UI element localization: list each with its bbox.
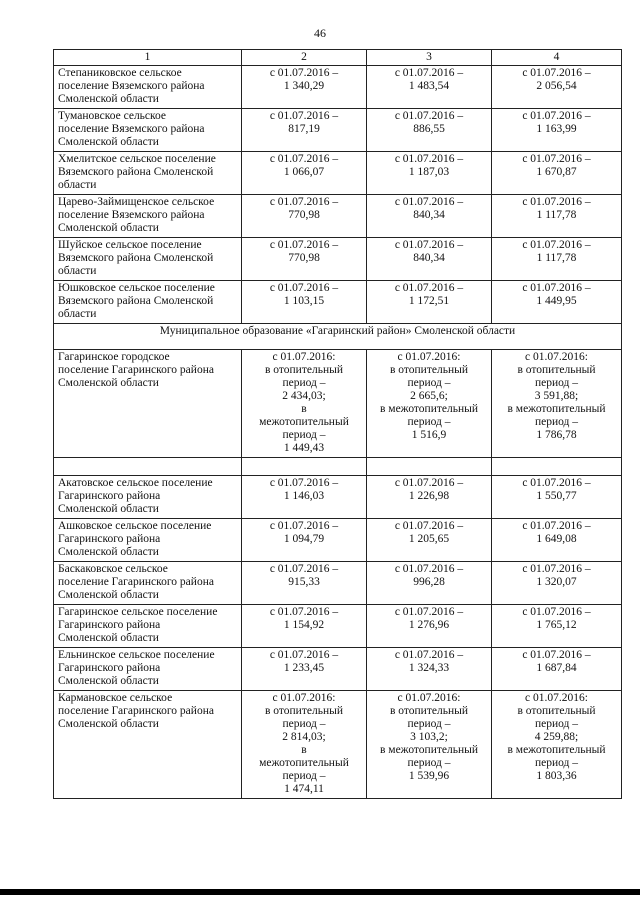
gagarin-rural-rows	[54, 476, 622, 691]
tariff-line: период –	[534, 416, 579, 428]
blank-cell	[242, 458, 367, 476]
settlement-name-line: Вяземского района Смоленской	[58, 252, 214, 264]
tariff-line: с 01.07.2016:	[525, 692, 588, 704]
tariff-line: 1 449,95	[536, 295, 577, 307]
tariff-cell-col2	[242, 195, 367, 238]
settlement-name-line: области	[58, 179, 97, 191]
tariff-line: 1 474,11	[284, 783, 324, 795]
tariff-line: период –	[407, 377, 451, 389]
settlement-name-line: Смоленской области	[58, 718, 159, 730]
gagarin-section	[54, 324, 622, 350]
tariff-line: с 01.07.2016 –	[269, 649, 339, 661]
column-header-3: 3	[367, 50, 492, 66]
settlement-name-line: Степаниковское сельское	[58, 67, 182, 79]
tariff-line: с 01.07.2016 –	[269, 67, 339, 79]
settlement-name-line: поселение Гагаринского района	[58, 576, 214, 588]
tariff-line: с 01.07.2016:	[525, 351, 588, 363]
tariff-line: 2 056,54	[536, 80, 577, 92]
tariff-line: 1 786,78	[536, 429, 577, 441]
tariff-line: период –	[407, 718, 451, 730]
tariff-line: 2 814,03;	[282, 731, 326, 743]
settlement-name-line: Смоленской области	[58, 93, 159, 105]
tariff-cell-col2	[242, 476, 367, 519]
tariff-line: 886,55	[413, 123, 445, 135]
settlement-name-line: поселение Гагаринского района	[58, 364, 214, 376]
tariff-line: 4 259,88;	[534, 731, 579, 743]
settlement-name-line: Юшковское сельское поселение	[58, 282, 215, 294]
tariff-cell-col3	[367, 152, 492, 195]
settlement-name-line: Гагаринское городское	[58, 351, 170, 363]
tariff-line: с 01.07.2016 –	[269, 282, 339, 294]
tariff-line: 1 765,12	[536, 619, 577, 631]
tariff-line: 3 103,2;	[410, 731, 448, 743]
tariff-line: период –	[534, 718, 579, 730]
tariff-line: с 01.07.2016 –	[522, 649, 591, 661]
tariff-line: период –	[282, 718, 326, 730]
settlement-name-line: Гагаринского района	[58, 490, 161, 502]
tariff-line: в межотопительный	[379, 403, 479, 415]
tariff-cell-col2	[242, 648, 367, 691]
tariff-line: 996,28	[413, 576, 445, 588]
tariff-line: период –	[282, 429, 326, 441]
tariff-line: 1 187,03	[408, 166, 450, 178]
settlement-name-line: Шуйское сельское поселение	[58, 239, 202, 251]
tariff-line: 1 226,98	[408, 490, 450, 502]
gagarin-urban-row	[54, 350, 622, 476]
tariff-table	[53, 49, 622, 799]
settlement-name-line: Гагаринского района	[58, 619, 161, 631]
tariff-cell-col3	[367, 691, 492, 799]
tariff-line: с 01.07.2016 –	[269, 196, 339, 208]
settlement-name-line: Гагаринского района	[58, 662, 161, 674]
settlement-name-line: Хмелитское сельское поселение	[58, 153, 216, 165]
table-row	[54, 605, 622, 648]
karmanovo-row	[54, 691, 622, 799]
settlement-name-cell	[54, 281, 242, 324]
tariff-cell-col2	[242, 605, 367, 648]
tariff-cell-col4	[492, 152, 622, 195]
tariff-line: 3 591,88;	[534, 390, 579, 402]
settlement-name-cell	[54, 195, 242, 238]
tariff-line: с 01.07.2016 –	[394, 520, 464, 532]
table-row	[54, 195, 622, 238]
settlement-name-line: Гагаринское сельское поселение	[58, 606, 218, 618]
table-row	[54, 350, 622, 458]
tariff-line: 1 449,43	[283, 442, 325, 454]
vyazma-district-rows	[54, 66, 622, 324]
tariff-line: с 01.07.2016 –	[394, 67, 464, 79]
tariff-cell-col2	[242, 281, 367, 324]
tariff-line: с 01.07.2016 –	[269, 563, 339, 575]
tariff-cell-col3	[367, 519, 492, 562]
tariff-line: 840,34	[413, 209, 445, 221]
column-header-2: 2	[242, 50, 367, 66]
tariff-cell-col4	[492, 605, 622, 648]
settlement-name-cell	[54, 238, 242, 281]
tariff-line: 1 649,08	[536, 533, 577, 545]
tariff-line: с 01.07.2016 –	[269, 110, 339, 122]
tariff-line: 1 205,65	[408, 533, 450, 545]
settlement-name-line: Смоленской области	[58, 546, 159, 558]
settlement-name-line: Баскаковское сельское	[58, 563, 168, 575]
tariff-line: в отопительный	[517, 364, 596, 376]
tariff-line: период –	[534, 377, 579, 389]
blank-cell	[367, 458, 492, 476]
settlement-name-cell	[54, 476, 242, 519]
tariff-line: 2 434,03;	[282, 390, 326, 402]
section-title: Муниципальное образование «Гагаринский район» Смоленской области	[54, 324, 622, 350]
tariff-line: в отопительный	[517, 705, 596, 717]
tariff-line: 1 539,96	[408, 770, 450, 782]
tariff-line: с 01.07.2016 –	[522, 153, 591, 165]
column-header-4: 4	[492, 50, 622, 66]
settlement-name-line: Тумановское сельское	[58, 110, 167, 122]
tariff-line: период –	[534, 757, 579, 769]
tariff-line: 1 094,79	[283, 533, 325, 545]
tariff-cell-col4	[492, 195, 622, 238]
settlement-name-line: поселение Вяземского района	[58, 123, 205, 135]
tariff-line: 915,33	[288, 576, 320, 588]
tariff-line: с 01.07.2016 –	[522, 282, 591, 294]
tariff-cell-col4	[492, 648, 622, 691]
tariff-cell-col4	[492, 109, 622, 152]
tariff-cell-col3	[367, 238, 492, 281]
tariff-cell-col4	[492, 350, 622, 458]
column-header-1: 1	[54, 50, 242, 66]
tariff-line: с 01.07.2016 –	[394, 563, 464, 575]
table-row	[54, 562, 622, 605]
blank-cell	[54, 458, 242, 476]
tariff-line: с 01.07.2016 –	[522, 67, 591, 79]
settlement-name-cell	[54, 605, 242, 648]
tariff-line: с 01.07.2016:	[397, 692, 461, 704]
tariff-line: 1 163,99	[536, 123, 577, 135]
settlement-name-cell	[54, 691, 242, 799]
tariff-line: 1 276,96	[408, 619, 450, 631]
tariff-line: период –	[407, 416, 451, 428]
tariff-cell-col2	[242, 691, 367, 799]
settlement-name-line: Кармановское сельское	[58, 692, 173, 704]
tariff-line: 1 117,78	[536, 209, 577, 221]
settlement-name-line: Смоленской области	[58, 136, 159, 148]
tariff-line: 1 340,29	[283, 80, 325, 92]
tariff-cell-col4	[492, 238, 622, 281]
settlement-name-line: Смоленской области	[58, 503, 159, 515]
tariff-line: период –	[407, 757, 451, 769]
tariff-line: с 01.07.2016 –	[394, 196, 464, 208]
tariff-line: с 01.07.2016 –	[269, 239, 339, 251]
tariff-cell-col3	[367, 66, 492, 109]
tariff-line: 1 803,36	[536, 770, 577, 782]
tariff-line: с 01.07.2016 –	[394, 606, 464, 618]
table-row	[54, 109, 622, 152]
settlement-name-line: Смоленской области	[58, 675, 159, 687]
settlement-name-line: Вяземского района Смоленской	[58, 166, 214, 178]
tariff-line: 1 687,84	[536, 662, 577, 674]
tariff-line: 1 172,51	[408, 295, 450, 307]
tariff-cell-col2	[242, 66, 367, 109]
tariff-line: межотопительный	[259, 416, 349, 428]
settlement-name-cell	[54, 519, 242, 562]
settlement-name-line: поселение Гагаринского района	[58, 705, 214, 717]
tariff-cell-col4	[492, 66, 622, 109]
tariff-line: 1 516,9	[411, 429, 447, 441]
tariff-line: 840,34	[413, 252, 445, 264]
tariff-line: 770,98	[288, 209, 320, 221]
settlement-name-cell	[54, 109, 242, 152]
tariff-cell-col3	[367, 350, 492, 458]
tariff-line: 1 154,92	[283, 619, 325, 631]
tariff-line: 1 320,07	[536, 576, 577, 588]
settlement-name-line: Ельнинское сельское поселение	[58, 649, 215, 661]
tariff-cell-col2	[242, 238, 367, 281]
tariff-line: с 01.07.2016 –	[394, 239, 464, 251]
tariff-line: 1 324,33	[408, 662, 450, 674]
settlement-name-line: Акатовское сельское поселение	[58, 477, 213, 489]
tariff-cell-col2	[242, 152, 367, 195]
tariff-line: с 01.07.2016 –	[522, 606, 591, 618]
tariff-cell-col2	[242, 562, 367, 605]
tariff-cell-col4	[492, 476, 622, 519]
tariff-line: с 01.07.2016 –	[394, 282, 464, 294]
tariff-line: 1 670,87	[536, 166, 577, 178]
tariff-cell-col3	[367, 195, 492, 238]
tariff-line: с 01.07.2016:	[272, 692, 336, 704]
tariff-line: 1 550,77	[536, 490, 577, 502]
tariff-line: с 01.07.2016 –	[522, 520, 591, 532]
tariff-cell-col4	[492, 519, 622, 562]
tariff-line: с 01.07.2016 –	[394, 110, 464, 122]
tariff-cell-col3	[367, 562, 492, 605]
tariff-line: с 01.07.2016 –	[269, 477, 339, 489]
tariff-cell-col3	[367, 281, 492, 324]
settlement-name-line: Смоленской области	[58, 589, 159, 601]
tariff-line: с 01.07.2016 –	[394, 153, 464, 165]
tariff-line: период –	[282, 770, 326, 782]
tariff-line: в отопительный	[390, 705, 468, 717]
tariff-line: с 01.07.2016 –	[522, 477, 591, 489]
page-number: 46	[314, 26, 326, 40]
tariff-line: с 01.07.2016 –	[522, 563, 591, 575]
tariff-line: с 01.07.2016:	[397, 351, 461, 363]
table-header-row	[54, 50, 622, 66]
tariff-line: в	[301, 744, 307, 756]
tariff-cell-col3	[367, 109, 492, 152]
tariff-line: в отопительный	[390, 364, 468, 376]
tariff-cell-col4	[492, 562, 622, 605]
tariff-line: 817,19	[288, 123, 320, 135]
bottom-rule	[0, 889, 640, 895]
tariff-cell-col3	[367, 648, 492, 691]
settlement-name-line: Смоленской области	[58, 222, 159, 234]
tariff-line: с 01.07.2016:	[272, 351, 336, 363]
settlement-name-line: Гагаринского района	[58, 533, 161, 545]
tariff-line: с 01.07.2016 –	[522, 196, 591, 208]
tariff-line: в межотопительный	[507, 403, 606, 415]
tariff-line: в отопительный	[265, 364, 343, 376]
settlement-name-line: поселение Вяземского района	[58, 80, 205, 92]
settlement-name-line: Царево-Займищенское сельское	[58, 196, 215, 208]
tariff-line: в межотопительный	[379, 744, 479, 756]
table-row	[54, 281, 622, 324]
table-row	[54, 152, 622, 195]
settlement-name-line: Смоленской области	[58, 377, 159, 389]
tariff-line: 1 117,78	[536, 252, 577, 264]
tariff-line: 1 233,45	[283, 662, 325, 674]
blank-cell	[492, 458, 622, 476]
table-row	[54, 238, 622, 281]
table-row	[54, 519, 622, 562]
table-row	[54, 648, 622, 691]
tariff-cell-col3	[367, 605, 492, 648]
table-row	[54, 691, 622, 799]
tariff-cell-col4	[492, 281, 622, 324]
tariff-line: с 01.07.2016 –	[269, 606, 339, 618]
tariff-line: период –	[282, 377, 326, 389]
table-row	[54, 66, 622, 109]
tariff-line: с 01.07.2016 –	[269, 520, 339, 532]
settlement-name-cell	[54, 562, 242, 605]
settlement-name-cell	[54, 350, 242, 458]
settlement-name-line: области	[58, 265, 97, 277]
tariff-cell-col2	[242, 109, 367, 152]
tariff-line: с 01.07.2016 –	[394, 649, 464, 661]
section-header-row	[54, 324, 622, 350]
settlement-name-line: Вяземского района Смоленской	[58, 295, 214, 307]
tariff-line: 1 103,15	[283, 295, 325, 307]
tariff-line: межотопительный	[259, 757, 349, 769]
tariff-cell-col3	[367, 476, 492, 519]
tariff-line: в отопительный	[265, 705, 343, 717]
tariff-cell-col4	[492, 691, 622, 799]
settlement-name-line: области	[58, 308, 97, 320]
tariff-line: с 01.07.2016 –	[522, 110, 591, 122]
settlement-name-cell	[54, 66, 242, 109]
settlement-name-line: Смоленской области	[58, 632, 159, 644]
tariff-cell-col2	[242, 519, 367, 562]
tariff-line: 2 665,6;	[410, 390, 448, 402]
tariff-line: 1 146,03	[283, 490, 325, 502]
tariff-line: с 01.07.2016 –	[522, 239, 591, 251]
tariff-line: 770,98	[288, 252, 320, 264]
blank-row	[54, 458, 622, 476]
tariff-line: 1 483,54	[408, 80, 450, 92]
settlement-name-line: поселение Вяземского района	[58, 209, 205, 221]
tariff-line: с 01.07.2016 –	[394, 477, 464, 489]
tariff-cell-col2	[242, 350, 367, 458]
tariff-line: с 01.07.2016 –	[269, 153, 339, 165]
settlement-name-line: Ашковское сельское поселение	[58, 520, 212, 532]
tariff-line: в	[301, 403, 307, 415]
settlement-name-cell	[54, 152, 242, 195]
table-row	[54, 476, 622, 519]
settlement-name-cell	[54, 648, 242, 691]
tariff-line: в межотопительный	[507, 744, 606, 756]
tariff-line: 1 066,07	[283, 166, 325, 178]
